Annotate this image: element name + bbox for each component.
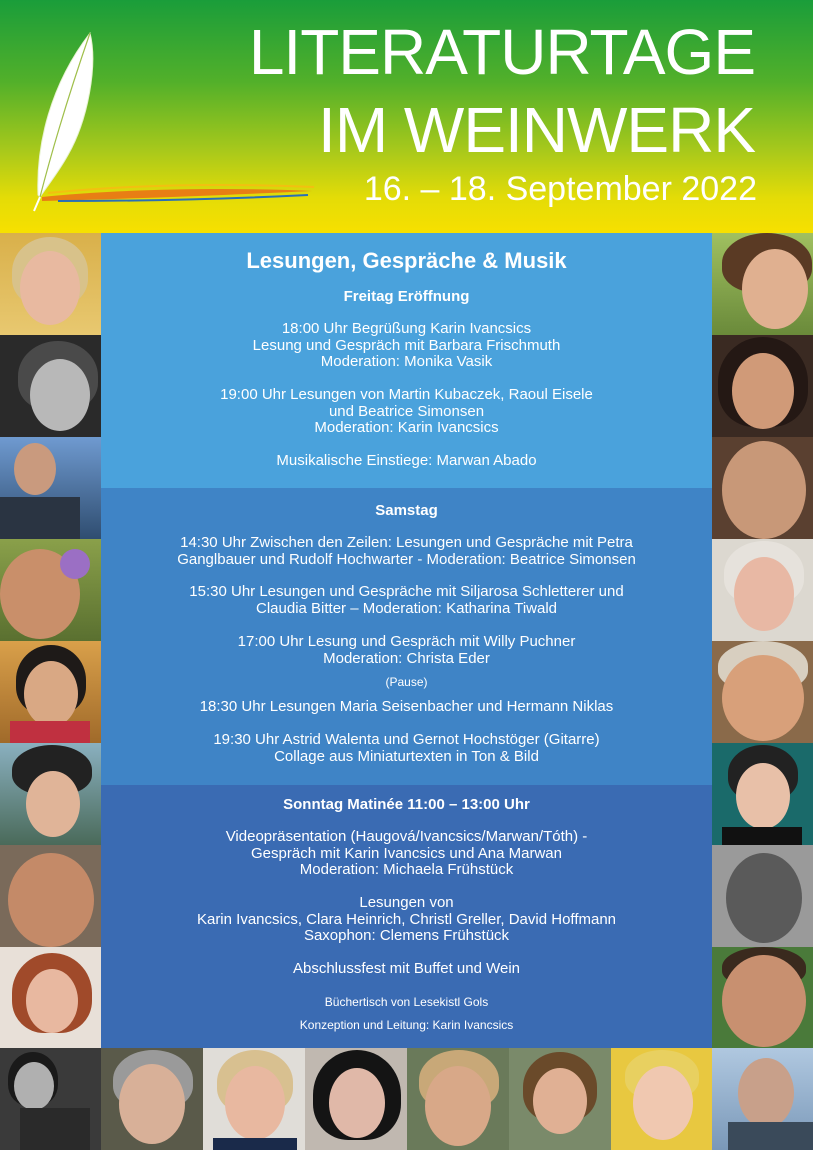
saturday-entry-line: 17:00 Uhr Lesung und Gespräch mit Willy Puchner bbox=[237, 633, 576, 650]
saturday-entry-line: 14:30 Uhr Zwischen den Zeilen: Lesungen und Gespräche mit Petra bbox=[180, 534, 633, 551]
saturday-entry-line: 18:30 Uhr Lesungen Maria Seisenbacher und Hermann Niklas bbox=[199, 698, 614, 715]
portrait-photo bbox=[203, 1048, 305, 1150]
sunday-entry-line: Karin Ivancsics, Clara Heinrich, Christl Greller, David Hoffmann bbox=[196, 910, 617, 928]
portrait-row-bottom bbox=[101, 1048, 712, 1150]
saturday-entry-line: 19:30 Uhr Astrid Walenta und Gernot Hochstöger (Gitarre) bbox=[213, 731, 600, 748]
portrait-photo bbox=[0, 1048, 101, 1150]
portrait-photo bbox=[509, 1048, 611, 1150]
event-title-line1: LITERATURTAGE bbox=[248, 16, 755, 88]
sunday-entry-line: Lesungen von bbox=[359, 894, 454, 911]
portrait-photo bbox=[0, 845, 101, 947]
friday-music: Musikalische Einstiege: Marwan Abado bbox=[276, 452, 537, 469]
program-panel bbox=[101, 233, 712, 1048]
portrait-photo bbox=[712, 743, 813, 845]
portrait-photo bbox=[712, 335, 813, 437]
saturday-entry-line: Claudia Bitter – Moderation: Katharina Tiwald bbox=[256, 599, 557, 617]
saturday-entry-line: 15:30 Uhr Lesungen und Gespräche mit Siljarosa Schletterer und bbox=[189, 583, 624, 600]
poster-header bbox=[0, 0, 813, 233]
sunday-entry-line: Videopräsentation (Haugová/Ivancsics/Marwan/Tóth) - bbox=[225, 828, 588, 845]
portrait-photo bbox=[712, 437, 813, 539]
sunday-entry-line: Moderation: Michaela Frühstück bbox=[299, 861, 514, 878]
event-title-line2: IM WEINWERK bbox=[318, 94, 755, 166]
portrait-photo bbox=[101, 1048, 203, 1150]
friday-entry-line: Lesung und Gespräch mit Barbara Frischmuth bbox=[252, 336, 561, 354]
portrait-photo bbox=[712, 641, 813, 743]
sunday-entry-line: Saxophon: Clemens Frühstück bbox=[303, 927, 510, 944]
program-heading: Lesungen, Gespräche & Musik bbox=[246, 248, 567, 273]
portrait-photo bbox=[712, 1048, 813, 1150]
sunday-heading: Sonntag Matinée 11:00 – 13:00 Uhr bbox=[283, 796, 530, 813]
portrait-photo bbox=[0, 539, 101, 641]
portrait-photo bbox=[712, 947, 813, 1049]
portrait-photo bbox=[712, 845, 813, 947]
portrait-photo bbox=[712, 539, 813, 641]
saturday-pause: (Pause) bbox=[385, 675, 428, 689]
portrait-photo bbox=[0, 743, 101, 845]
portrait-photo bbox=[407, 1048, 509, 1150]
portrait-photo bbox=[611, 1048, 712, 1150]
book-table-note: Büchertisch von Lesekistl Gols bbox=[324, 995, 489, 1009]
portrait-photo bbox=[305, 1048, 407, 1150]
portrait-photo bbox=[0, 335, 101, 437]
sunday-entry-line: Gespräch mit Karin Ivancsics und Ana Marwan bbox=[251, 844, 562, 862]
saturday-entry-line: Ganglbauer und Rudolf Hochwarter - Moderation: Beatrice Simonsen bbox=[177, 550, 636, 568]
friday-entry-line: Moderation: Monika Vasik bbox=[320, 353, 493, 370]
friday-entry-line: Moderation: Karin Ivancsics bbox=[314, 419, 499, 436]
friday-heading: Freitag Eröffnung bbox=[343, 288, 470, 305]
saturday-heading: Samstag bbox=[375, 502, 438, 519]
friday-entry-line: 18:00 Uhr Begrüßung Karin Ivancsics bbox=[281, 320, 532, 337]
portrait-photo bbox=[0, 947, 101, 1049]
saturday-entry-line: Collage aus Miniaturtexten in Ton & Bild bbox=[274, 747, 539, 765]
event-dates: 16. – 18. September 2022 bbox=[363, 170, 757, 208]
sunday-section bbox=[101, 785, 712, 1048]
saturday-section bbox=[101, 488, 712, 785]
portrait-photo bbox=[0, 437, 101, 539]
saturday-entry-line: Moderation: Christa Eder bbox=[323, 649, 490, 667]
friday-entry-line: und Beatrice Simonsen bbox=[328, 402, 485, 420]
friday-section bbox=[101, 233, 712, 488]
sunday-closing: Abschlussfest mit Buffet und Wein bbox=[292, 960, 521, 977]
portrait-photo bbox=[0, 641, 101, 743]
portrait-photo bbox=[0, 233, 101, 335]
portrait-photo bbox=[712, 233, 813, 335]
organizer-note: Konzeption und Leitung: Karin Ivancsics bbox=[299, 1018, 514, 1032]
friday-entry-line: 19:00 Uhr Lesungen von Martin Kubaczek, Raoul Eisele bbox=[220, 386, 593, 403]
